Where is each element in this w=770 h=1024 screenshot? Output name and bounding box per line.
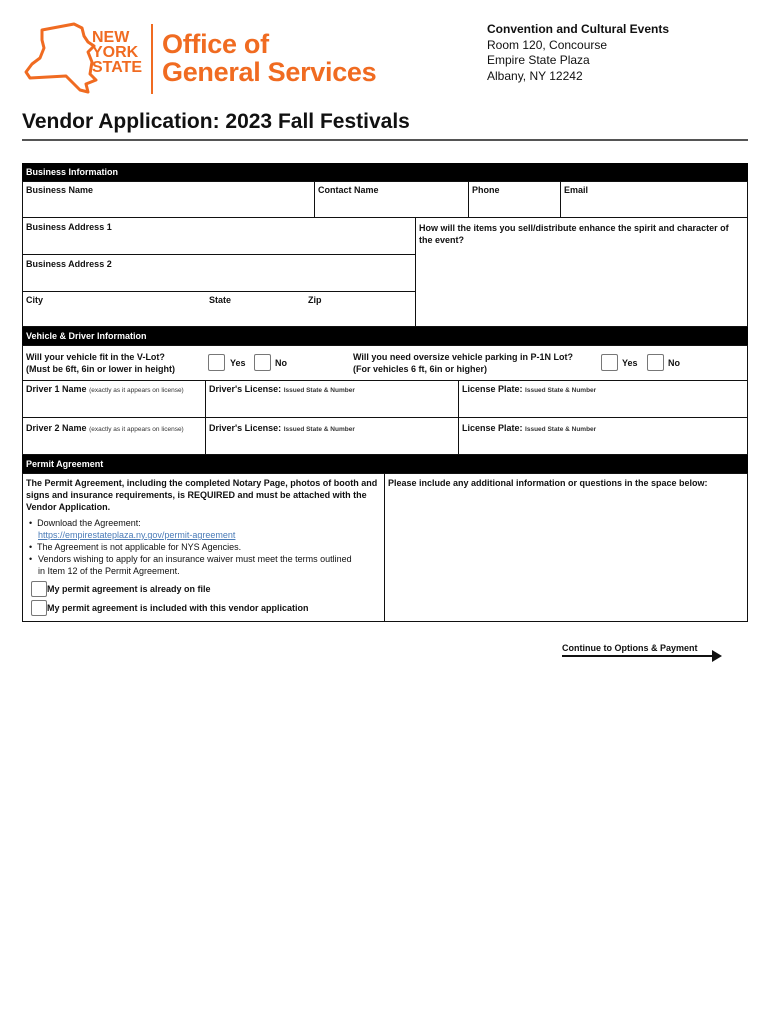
oversize-yes-label: Yes	[622, 358, 638, 368]
email-field[interactable]	[560, 181, 748, 218]
state-label: State	[209, 295, 232, 305]
oversize-no-label: No	[668, 358, 680, 368]
driver-2-name-field[interactable]	[22, 417, 206, 455]
driver-1-label: Driver 1 Name (exactly as it appears on license)	[26, 384, 184, 394]
permit-bullet-2: • The Agreement is not applicable for NYS Agencies.	[29, 542, 242, 552]
driver-1-name-field[interactable]	[22, 380, 206, 418]
vehicle-section-header: Vehicle & Driver Information	[22, 327, 748, 345]
business-address-2-label: Business Address 2	[26, 259, 112, 269]
driver-2-label: Driver 2 Name (exactly as it appears on license)	[26, 423, 184, 433]
continue-arrow-icon	[712, 650, 722, 662]
enhance-spirit-field[interactable]	[415, 217, 748, 327]
vehicle-questions-row	[22, 345, 748, 381]
enhance-spirit-label: How will the items you sell/distribute enhance the spirit and character of the event?	[419, 223, 729, 245]
business-name-field[interactable]	[22, 181, 315, 218]
additional-info-label: Please include any additional information or questions in the space below:	[388, 478, 708, 488]
title-divider	[22, 139, 748, 141]
continue-to-options-link[interactable]: Continue to Options & Payment	[562, 643, 698, 653]
driver-1-license-label: Driver's License: Issued State & Number	[209, 384, 355, 394]
permit-bullet-3: • Vendors wishing to apply for an insurance waiver must meet the terms outlined in Item 12 of the Permit Agreement.	[29, 554, 352, 576]
driver-1-plate-label: License Plate: Issued State & Number	[462, 384, 597, 394]
business-address-2-field[interactable]	[22, 254, 416, 292]
vlot-yes-label: Yes	[230, 358, 246, 368]
city-label: City	[26, 295, 44, 305]
vlot-yes-checkbox[interactable]	[208, 354, 225, 371]
page-title: Vendor Application: 2023 Fall Festivals	[22, 110, 410, 133]
permit-section-header: Permit Agreement	[22, 455, 748, 473]
driver-2-plate-label: License Plate: Issued State & Number	[462, 423, 597, 433]
logo-new-york-state-text: NEW YORK STATE	[92, 29, 143, 76]
permit-included-label: My permit agreement is included with this vendor application	[47, 603, 309, 613]
logo-divider	[151, 24, 153, 94]
additional-info-field[interactable]	[384, 473, 748, 622]
driver-2-license-field[interactable]	[205, 417, 459, 455]
vlot-no-label: No	[275, 358, 287, 368]
driver-1-plate-field[interactable]	[458, 380, 748, 418]
vlot-no-checkbox[interactable]	[254, 354, 271, 371]
logo-office-of-general-services: Office of General Services	[162, 29, 377, 87]
driver-1-license-field[interactable]	[205, 380, 459, 418]
business-address-1-label: Business Address 1	[26, 222, 112, 232]
oversize-no-checkbox[interactable]	[647, 354, 664, 371]
driver-2-plate-field[interactable]	[458, 417, 748, 455]
permit-agreement-info	[22, 473, 385, 622]
driver-2-license-label: Driver's License: Issued State & Number	[209, 423, 355, 433]
permit-on-file-label: My permit agreement is already on file	[47, 584, 211, 594]
city-state-zip-row	[22, 291, 416, 327]
office-address: Convention and Cultural Events Room 120, Concourse Empire State Plaza Albany, NY 12242	[487, 22, 670, 83]
vlot-question: Will your vehicle fit in the V-Lot? (Must be 6ft, 6in or lower in height)	[26, 352, 176, 374]
phone-field[interactable]	[468, 181, 561, 218]
continue-arrow-line	[562, 655, 714, 657]
permit-agreement-link[interactable]: https://empirestateplaza.ny.gov/permit-agreement	[38, 530, 236, 540]
business-name-label: Business Name	[26, 185, 94, 195]
permit-on-file-checkbox[interactable]	[31, 581, 47, 597]
contact-name-label: Contact Name	[318, 185, 379, 195]
zip-label: Zip	[308, 295, 322, 305]
contact-name-field[interactable]	[314, 181, 469, 218]
oversize-yes-checkbox[interactable]	[601, 354, 618, 371]
business-address-1-field[interactable]	[22, 217, 416, 255]
permit-included-checkbox[interactable]	[31, 600, 47, 616]
oversize-question: Will you need oversize vehicle parking in P-1N Lot? (For vehicles 6 ft, 6in or higher)	[353, 352, 573, 374]
email-label: Email	[564, 185, 589, 195]
permit-bullet-1: • Download the Agreement:	[29, 518, 141, 528]
permit-intro-text: The Permit Agreement, including the completed Notary Page, photos of booth and signs and insurance requirements, is REQUIRED and must be attached with the Vendor Application.	[26, 478, 378, 512]
phone-label: Phone	[472, 185, 500, 195]
business-section-header: Business Information	[22, 163, 748, 181]
